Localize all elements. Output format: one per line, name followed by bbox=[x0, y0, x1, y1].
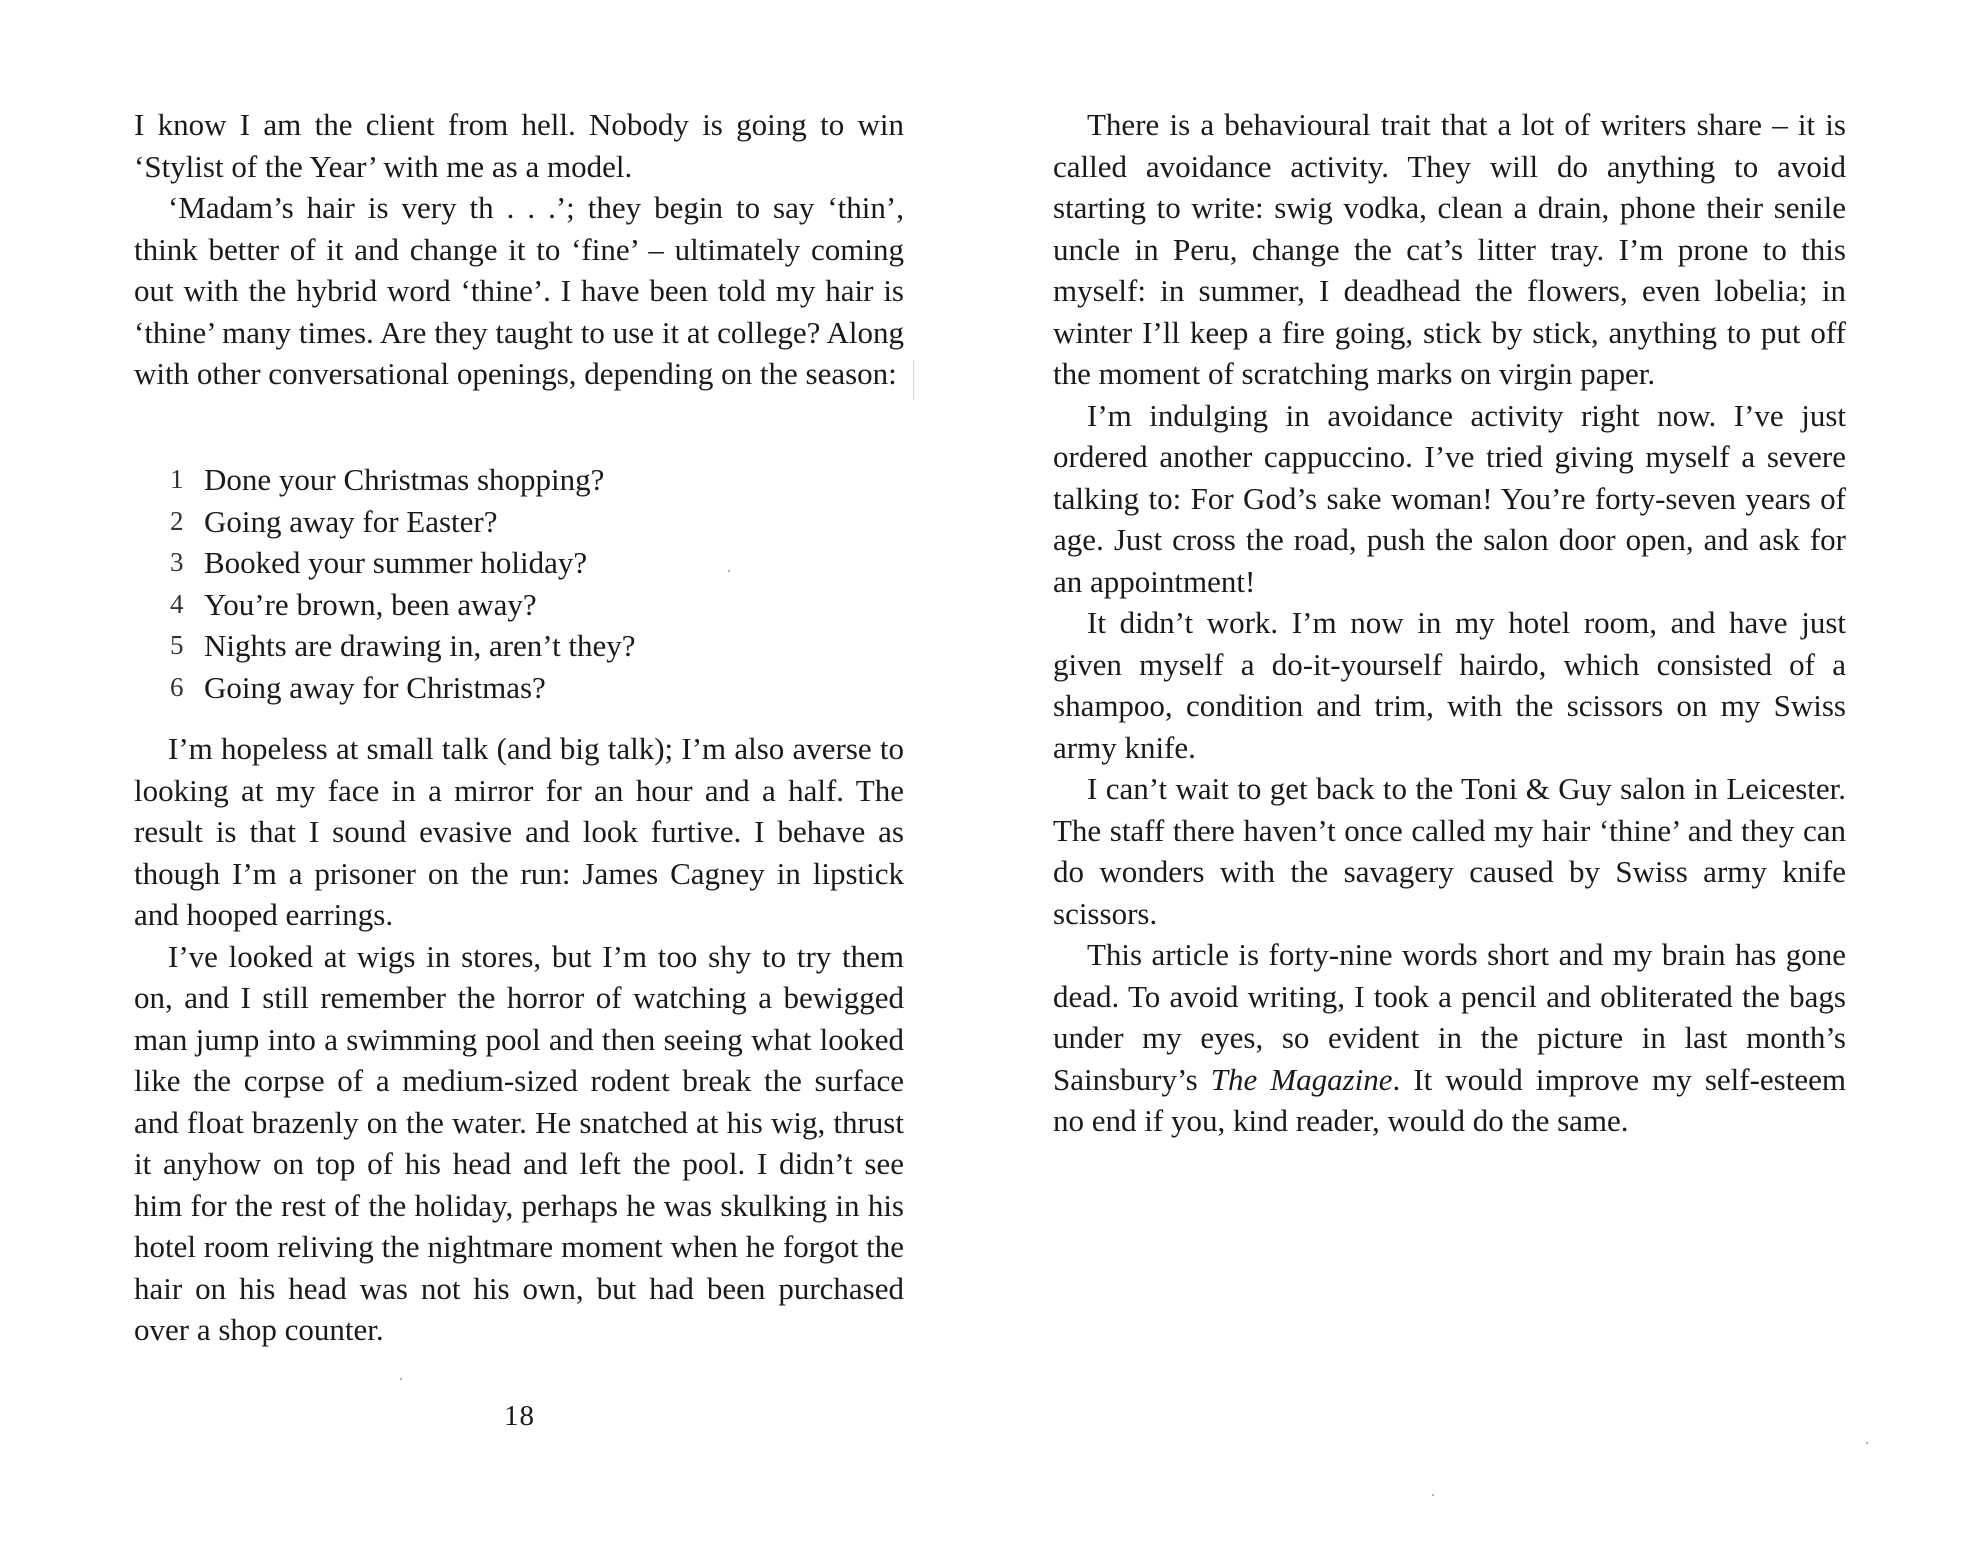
list-item bbox=[170, 584, 636, 626]
list-item-number: 1 bbox=[170, 464, 184, 494]
list-item bbox=[170, 501, 636, 543]
right-paragraph-5-start: This article is forty-nine words short and my brain has gone dead. To avoid writing, I took a pencil and obliterated the bags under my eyes, so evident in the picture in last month’s Sainsbury’s bbox=[1053, 937, 1846, 1097]
list-item bbox=[170, 667, 636, 709]
list-item-number: 5 bbox=[170, 630, 184, 660]
list-item bbox=[170, 542, 636, 584]
scan-speck bbox=[400, 1378, 402, 1380]
list-item-text: Booked your summer holiday? bbox=[204, 545, 588, 580]
list-item-number: 4 bbox=[170, 588, 184, 619]
list-item-text: You’re brown, been away? bbox=[204, 586, 537, 622]
list-item-number: 3 bbox=[170, 547, 184, 577]
list-item-text: Going away for Christmas? bbox=[204, 669, 546, 705]
list-item-number: 2 bbox=[170, 505, 184, 536]
magazine-title: The Magazine bbox=[1210, 1061, 1393, 1097]
list-item-text: Done your Christmas shopping? bbox=[204, 462, 605, 497]
right-page bbox=[1053, 0, 1846, 1554]
conversation-openings-list bbox=[170, 459, 636, 708]
right-paragraph-5 bbox=[1053, 934, 1846, 1142]
right-page-text bbox=[1053, 104, 1846, 1142]
list-item bbox=[170, 625, 636, 667]
scan-speck bbox=[728, 570, 730, 572]
left-paragraph-1: I know I am the client from hell. Nobody is going to win ‘Stylist of the Year’ with me as a model. bbox=[134, 107, 904, 184]
scan-speck bbox=[1866, 1442, 1868, 1444]
list-item bbox=[170, 459, 636, 501]
right-paragraph-2: I’m indulging in avoidance activity right now. I’ve just ordered another cappuccino. I’ve tried giving myself a severe talking to: For God’s sake woman! You’re forty-seven years of age. Just cross the road, push the salon door open, and ask for an appointment! bbox=[1053, 397, 1846, 599]
right-paragraph-5-end: . It would improve my self-esteem no end if you, kind reader, would do the same. bbox=[1053, 1061, 1846, 1138]
left-page-opening-text bbox=[134, 104, 904, 395]
scan-speck bbox=[1432, 1494, 1434, 1496]
list-item-number: 6 bbox=[170, 671, 184, 702]
list-item-text: Going away for Easter? bbox=[204, 503, 498, 539]
left-paragraph-4: I’ve looked at wigs in stores, but I’m too shy to try them on, and I still remember the horror of watching a bewigged man jump into a swimming pool and then seeing what looked like the corpse of a medium-sized rodent break the surface and float brazenly on the water. He snatched at his wig, thrust it anyhow on top of his head and left the pool. I didn’t see him for the rest of the holiday, perhaps he was skulking in his hotel room reliving the nightmare moment when he forgot the hair on his head was not his own, but had been purchased over a shop counter. bbox=[134, 938, 904, 1347]
right-paragraph-3: It didn’t work. I’m now in my hotel room, and have just given myself a do-it-yourself hairdo, which consisted of a shampoo, condition and trim, with the scissors on my Swiss army knife. bbox=[1053, 605, 1846, 765]
list-item-text: Nights are drawing in, aren’t they? bbox=[204, 628, 636, 663]
page-number: 18 bbox=[504, 1400, 535, 1432]
right-paragraph-1: There is a behavioural trait that a lot of writers share – it is called avoidance activity. They will do anything to avoid starting to write: swig vodka, clean a drain, phone their senile uncle in Peru, change the cat’s litter tray. I’m prone to this myself: in summer, I deadhead the flowers, even lobelia; in winter I’ll keep a fire going, stick by stick, anything to put off the moment of scratching marks on virgin paper. bbox=[1053, 107, 1846, 391]
left-page-closing-text bbox=[134, 728, 904, 1351]
page-edge-mark bbox=[913, 360, 914, 400]
left-page bbox=[134, 0, 904, 1554]
left-paragraph-2: ‘Madam’s hair is very th . . .’; they begin to say ‘thin’, think better of it and change it to ‘fine’ – ultimately coming out with the hybrid word ‘thine’. I have been told my hair is ‘thine’ many times. Are they taught to use it at college? Along with other conversational openings, depending on the season: bbox=[134, 190, 904, 391]
right-paragraph-4: I can’t wait to get back to the Toni & Guy salon in Leicester. The staff there haven’t once called my hair ‘thine’ and they can do wonders with the savagery caused by Swiss army knife scissors. bbox=[1053, 771, 1846, 931]
left-paragraph-3: I’m hopeless at small talk (and big talk); I’m also averse to looking at my face in a mirror for an hour and a half. The result is that I sound evasive and look furtive. I behave as though I’m a prisoner on the run: James Cagney in lipstick and hooped earrings. bbox=[134, 731, 904, 932]
